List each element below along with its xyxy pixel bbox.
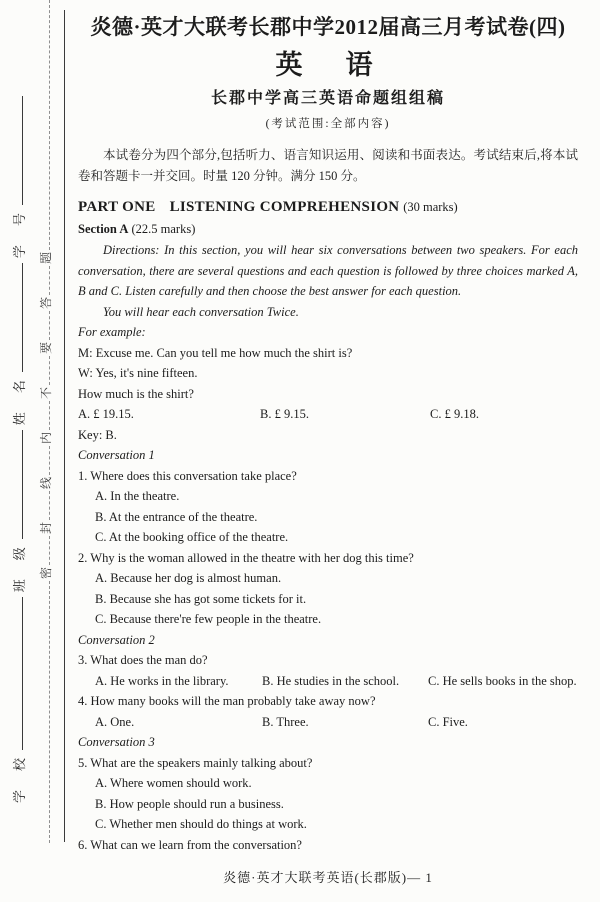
question-4-options-row	[78, 712, 578, 733]
seal-dashed-line	[42, 581, 50, 843]
school-blank-line	[13, 597, 23, 750]
part-one-label: PART ONE	[78, 199, 156, 215]
question-6: 6. What can we learn from the conversation?	[78, 837, 302, 852]
question-5-option-a: A. Where women should work.	[95, 776, 252, 790]
seal-char: 内	[39, 431, 53, 444]
conversation-1-label: Conversation 1	[78, 448, 155, 462]
question-4: 4. How many books will the man probably take away now?	[78, 694, 376, 708]
section-a-label: Section A	[78, 222, 129, 236]
part-one-marks: (30 marks)	[403, 200, 458, 214]
directions-paragraph: Directions: In this section, you will hear six conversations between two speakers. For each conversation, there are several questions and each question is followed by three choices marked A, B and C. Listen carefully and then choose the best answer for each question.	[78, 243, 578, 298]
question-4-option-a: A. One.	[95, 714, 135, 729]
byline: 长郡中学高三英语命题组组稿	[210, 90, 445, 107]
name-label: 姓 名	[11, 377, 27, 426]
seal-dashed-line	[42, 0, 50, 250]
question-4-option-c: C. Five.	[428, 714, 468, 729]
seal-char: 密	[39, 566, 53, 579]
question-2: 2. Why is the woman allowed in the theatre with her dog this time?	[78, 550, 414, 565]
example-label: For example:	[78, 325, 146, 339]
seal-border-line	[64, 10, 65, 842]
class-blank-line	[13, 430, 23, 539]
question-2-option-c: C. Because there're few people in the theatre.	[95, 612, 322, 626]
section-a-heading	[78, 219, 578, 240]
question-1-option-a: A. In the theatre.	[95, 489, 180, 503]
question-3-option-c: C. He sells books in the shop.	[428, 673, 577, 688]
question-2-option-a: A. Because her dog is almost human.	[95, 571, 282, 585]
seal-dashed-line	[42, 446, 50, 475]
seal-char: 题	[39, 251, 53, 264]
subject-title: 英 语	[275, 50, 381, 80]
seal-dashed-line	[42, 536, 50, 565]
twice-note: You will hear each conversation Twice.	[103, 304, 299, 319]
seal-char: 不	[39, 386, 53, 399]
name-blank-line	[13, 263, 23, 372]
example-question: How much is the shirt?	[78, 386, 194, 401]
school-label: 学 校	[11, 754, 27, 803]
seal-char: 答	[39, 296, 53, 309]
example-options-row	[78, 404, 578, 425]
seal-line-strip	[39, 0, 53, 843]
question-1-option-b: B. At the entrance of the theatre.	[95, 509, 258, 524]
question-1: 1. Where does this conversation take place?	[78, 468, 297, 483]
scope-note: (考试范围:全部内容)	[265, 118, 391, 130]
section-a-marks: (22.5 marks)	[131, 222, 196, 236]
question-4-option-b: B. Three.	[262, 714, 309, 729]
part-one-heading	[78, 196, 578, 219]
question-3: 3. What does the man do?	[78, 653, 208, 667]
conversation-2-label: Conversation 2	[78, 632, 155, 647]
class-label: 班 级	[11, 544, 27, 593]
question-5: 5. What are the speakers mainly talking about?	[78, 755, 313, 770]
part-one-name: LISTENING COMPREHENSION	[169, 199, 400, 215]
question-5-option-b: B. How people should run a business.	[95, 796, 284, 811]
seal-dashed-line	[42, 311, 50, 340]
student-info-strip	[9, 94, 27, 806]
conversation-3-label: Conversation 3	[78, 735, 155, 749]
student-number-blank-line	[13, 96, 23, 205]
student-number-label: 学 号	[11, 210, 27, 259]
question-1-option-c: C. At the booking office of the theatre.	[95, 530, 289, 544]
page-footer: 炎德·英才大联考英语(长郡版)— 1	[223, 870, 433, 885]
example-man-line: M: Excuse me. Can you tell me how much the shirt is?	[78, 345, 353, 360]
option-c: C. £ 9.18.	[430, 407, 479, 421]
seal-char: 要	[39, 341, 53, 354]
seal-dashed-line	[42, 401, 50, 430]
seal-dashed-line	[42, 266, 50, 295]
intro-paragraph: 本试卷分为四个部分,包括听力、语言知识运用、阅读和书面表达。考试结束后,将本试卷和答题卡一并交回。时量 120 分钟。满分 150 分。	[78, 148, 578, 183]
seal-char: 线	[39, 476, 53, 489]
question-3-options-row	[78, 671, 578, 692]
example-key: Key: B.	[78, 427, 117, 442]
question-5-option-c: C. Whether men should do things at work.	[95, 817, 307, 831]
question-3-option-b: B. He studies in the school.	[262, 673, 400, 688]
exam-page-content	[78, 12, 578, 855]
example-woman-line: W: Yes, it's nine fifteen.	[78, 366, 198, 380]
seal-dashed-line	[42, 491, 50, 520]
seal-dashed-line	[42, 356, 50, 385]
option-a: A. £ 19.15.	[78, 407, 134, 421]
seal-char: 封	[39, 521, 53, 534]
question-2-option-b: B. Because she has got some tickets for it.	[95, 591, 307, 606]
exam-series-title: 炎德·英才大联考长郡中学2012届高三月考试卷(四)	[90, 15, 566, 39]
question-3-option-a: A. He works in the library.	[95, 673, 229, 688]
option-b: B. £ 9.15.	[260, 407, 309, 421]
